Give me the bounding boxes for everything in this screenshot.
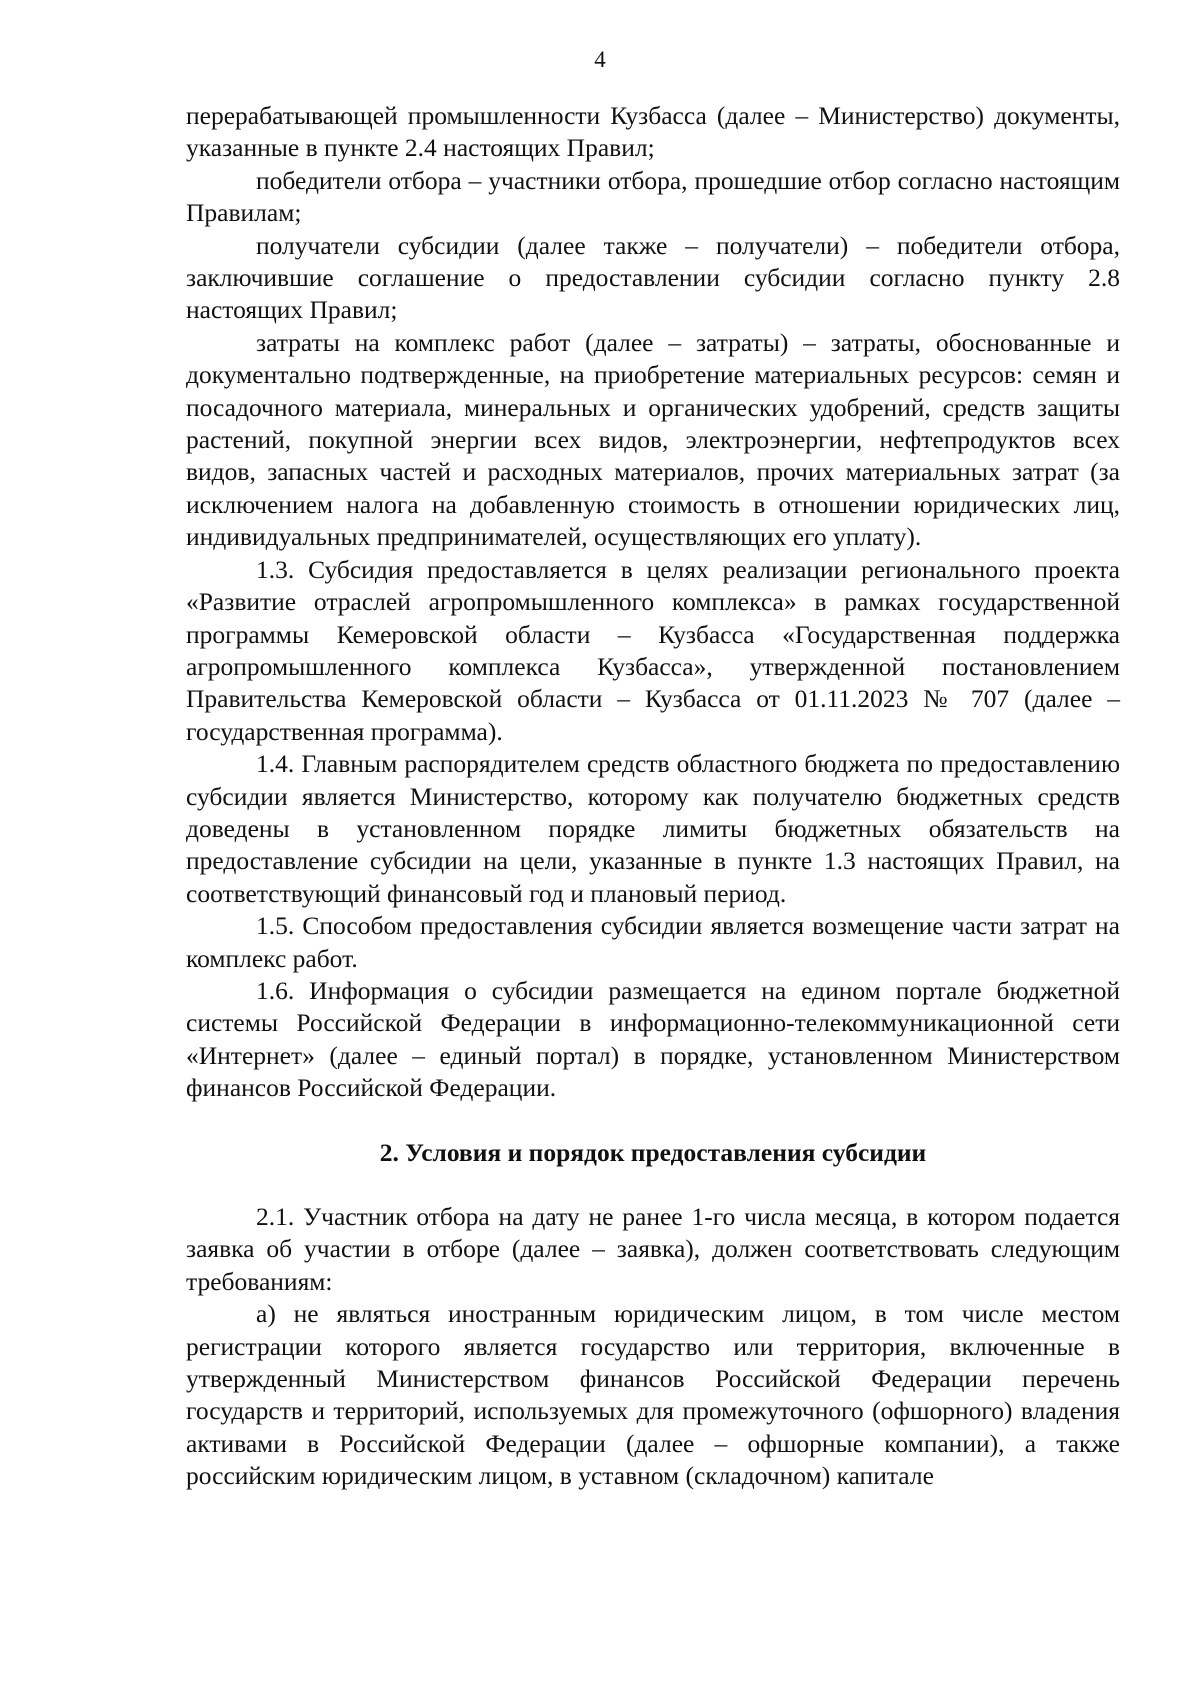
document-body — [186, 100, 1120, 1493]
paragraph-1-5: 1.5. Способом предоставления субсидии является возмещение части затрат на комплекс работ. — [186, 911, 1120, 973]
paragraph-definition-winners: победители отбора – участники отбора, прошедшие отбор согласно настоящим Правилам; — [186, 165, 1120, 228]
paragraph-1-4: 1.4. Главным распорядителем средств областного бюджета по предоставлению субсидии является Министерство, которому как получателю бюджетных средств доведены в установленном порядке лимиты бюджетных обязательств на предоставление субсидии на цели, указанные в пункте 1.3 настоящих Правил, на соответствующий финансовый год и плановый период. — [186, 749, 1120, 908]
paragraph-continuation: перерабатывающей промышленности Кузбасса (далее – Министерство) документы, указанные в пункте 2.4 настоящих Правил; — [186, 101, 1120, 163]
paragraph-2-1-a: а) не являться иностранным юридическим лицом, в том числе местом регистрации которого является государство или территория, включенные в утвержденный Министерством финансов Российской Федерации перечень государств и территорий, используемых для промежуточного (офшорного) владения активами в Российской Федерации (далее – офшорные компании), а также российским юридическим лицом, в уставном (складочном) капитале — [186, 1299, 1120, 1491]
paragraph-definition-costs: затраты на комплекс работ (далее – затраты) – затраты, обоснованные и документально подтвержденные, на приобретение материальных ресурсов: семян и посадочного материала, минеральных и органических удобрений, средств защиты растений, покупной энергии всех видов, электроэнергии, нефтепродуктов всех видов, запасных частей и расходных материалов, прочих материальных затрат (за исключением налога на добавленную стоимость в отношении юридических лиц, индивидуальных предпринимателей, осуществляющих его уплату). — [186, 327, 1120, 552]
page-number: 4 — [594, 47, 606, 72]
paragraph-definition-recipients: получатели субсидии (далее также – получатели) – победители отбора, заключившие соглашение о предоставлении субсидии согласно пункту 2.8 настоящих Правил; — [186, 230, 1120, 325]
paragraph-1-6: 1.6. Информация о субсидии размещается на едином портале бюджетной системы Российской Федерации в информационно-телекоммуникационной сети «Интернет» (далее – единый портал) в порядке, установленном Министерством финансов Российской Федерации. — [186, 975, 1120, 1103]
paragraph-2-1: 2.1. Участник отбора на дату не ранее 1-го числа месяца, в котором подается заявка об участии в отборе (далее – заявка), должен соответствовать следующим требованиям: — [186, 1202, 1120, 1296]
paragraph-1-3: 1.3. Субсидия предоставляется в целях реализации регионального проекта «Развитие отраслей агропромышленного комплекса» в рамках государственной программы Кемеровской области – Кузбасса «Государственная поддержка агропромышленного комплекса Кузбасса», утвержденной постановлением Правительства Кемеровской области – Кузбасса от 01.11.2023 № 707 (далее – государственная программа). — [186, 554, 1120, 746]
section-heading: 2. Условия и порядок предоставления субсидии — [379, 1137, 927, 1167]
